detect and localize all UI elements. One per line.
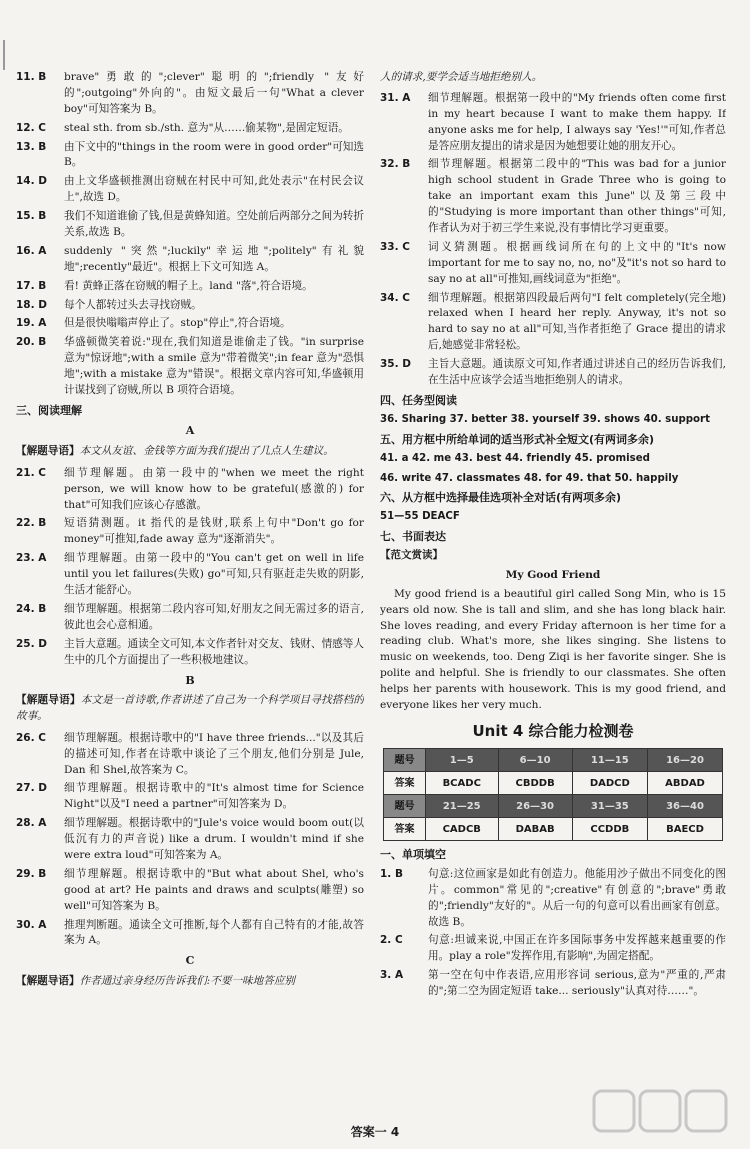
answer-number: 30. A: [16, 918, 47, 931]
passage-a-label: A: [185, 424, 195, 438]
answer-explanation: 词义猜测题。根据画线词所在句的上文中的"It's now important for me to say no, no, no"及"it's not so hard to say no at all"可推知,画线词意为"拒绝"。: [428, 240, 726, 285]
answer-number: 28. A: [16, 817, 47, 830]
answer-explanation: 句意:这位画家是如此有创造力。他能用沙子做出不同变化的图片。common"常见的";creative"有创意的";brave"勇敢的";friendly"友好的"。从后一句的句意可以看出画家有创意。故选 B。: [428, 867, 726, 928]
answer-number: 18. D: [16, 298, 47, 311]
answer-number: 33. C: [380, 240, 410, 253]
table-header-row: [384, 795, 723, 818]
model-essay-label: 【范文赏读】: [380, 549, 443, 562]
table-header-row: [384, 749, 723, 772]
answer-number: 29. B: [16, 867, 47, 880]
answer-item: [16, 816, 364, 864]
answer-item: [16, 918, 364, 950]
table-cell: 21—25: [425, 795, 498, 818]
guide-label: 【解题导语】: [16, 444, 80, 457]
table-cell: 16—20: [648, 749, 723, 772]
task-reading-answers: 36. Sharing 37. better 38. yourself 39. shows 40. support: [380, 414, 710, 426]
table-cell: 26—30: [498, 795, 572, 818]
answer-item: [16, 516, 364, 548]
passage-b-answers: [16, 731, 364, 950]
answer-item: [16, 335, 364, 399]
table-cell: BAECD: [648, 818, 723, 841]
answer-number: 26. C: [16, 731, 46, 744]
table-cell: 36—40: [648, 795, 723, 818]
single-choice-answers: [380, 867, 726, 1000]
answer-number: 25. D: [16, 637, 47, 650]
answer-item: [380, 291, 726, 355]
answer-item: [16, 70, 364, 118]
table-cell: 11—15: [572, 749, 647, 772]
answer-number: 13. B: [16, 140, 47, 153]
guide-c-text: 作者通过亲身经历告诉我们:不要一味地答应别: [79, 974, 296, 987]
table-cell: 答案: [384, 772, 426, 795]
table-cell: CCDDB: [572, 818, 647, 841]
word-fill-answers-2: 46. write 47. classmates 48. for 49. that 50. happily: [380, 472, 679, 484]
answer-item: [380, 933, 726, 965]
table-row: [384, 818, 723, 841]
answer-item: [16, 121, 364, 137]
answer-explanation: 由上文华盛顿推测出窃贼在村民中可知,此处表示"在村民会议上",故选 D。: [64, 175, 364, 204]
answer-item: [16, 279, 364, 295]
section-reading-heading: 三、阅读理解: [16, 403, 82, 417]
page-footer: 答案一 4: [350, 1125, 400, 1139]
answer-number: 20. B: [16, 336, 47, 349]
answer-item: [380, 91, 726, 155]
answer-number: 14. D: [16, 175, 47, 188]
margin-mark: [3, 40, 5, 70]
answer-number: 23. A: [16, 552, 47, 565]
answer-item: [16, 551, 364, 599]
answer-explanation: 每个人都转过头去寻找窃贼。: [64, 298, 202, 311]
answer-item: [16, 466, 364, 514]
answer-item: [16, 298, 364, 314]
answer-explanation: 看! 黄蜂正落在窃贼的帽子上。land "落",符合语境。: [64, 279, 313, 292]
cloze-answers: [16, 70, 364, 399]
answer-explanation: 细节理解题。根据诗歌中的"Jule's voice would boom out(以低沉有力的声音说) like a drum. I wouldn't mind if she were extra loud"可知答案为 A。: [64, 817, 364, 862]
table-cell: 题号: [384, 749, 426, 772]
essay-body: My good friend is a beautiful girl called Song Min, who is 15 years old now. She is tall and slim, and she has long black hair. She loves reading, and every Friday afternoon is her time for a reading club. What's more, she likes singing. She listens to music on weekends, too. Deng Ziqi is her favorite singer. She is polite and helpful. She is friendly to our classmates. She often helps her parents with housework. This is my good friend, and everyone likes her very much.: [380, 587, 726, 711]
answer-explanation: 主旨大意题。通读全文可知,本文作者针对交友、钱财、情感等人生中的几个方面提出了一些积极地建议。: [64, 637, 364, 666]
answer-item: [380, 157, 726, 236]
answer-number: 1. B: [380, 867, 403, 880]
answer-explanation: 细节理解题。根据第二段中的"This was bad for a junior high school student in Grade Three who is going to take an important exam this June"以及第三段中的"Studying is more important than other things"可知,作者认为对于初三学生来说,没有事情比学习更重要。: [428, 158, 726, 235]
answer-explanation: 细节理解题。根据诗歌中的"But what about Shel, who's good at art? He paints and draws and sculpts(雕塑) so well"可知答案为 B。: [64, 867, 364, 912]
answer-explanation: 细节理解题。根据诗歌中的"I have three friends..."以及其后的描述可知,作者在诗歌中谈论了三个朋友,他们分别是 Jule, Dan 和 Shel,故答案为 C。: [64, 731, 364, 776]
answer-number: 27. D: [16, 782, 47, 795]
section-single-choice-heading: 一、单项填空: [380, 848, 446, 862]
answer-number: 17. B: [16, 279, 47, 292]
answer-item: [16, 316, 364, 332]
answer-item: [380, 867, 726, 931]
answer-number: 16. A: [16, 244, 47, 257]
answer-number: 31. A: [380, 91, 411, 104]
answer-explanation: 我们不知道谁偷了钱,但是黄蜂知道。空处前后两部分之间为转折关系,故选 B。: [64, 210, 364, 239]
answer-explanation: 短语猜测题。it 指代的是钱财,联系上句中"Don't go for money"可推知,fade away 意为"逐渐消失"。: [64, 517, 364, 546]
answer-number: 2. C: [380, 934, 403, 947]
answer-number: 35. D: [380, 358, 411, 371]
answer-number: 32. B: [380, 158, 411, 171]
table-cell: 31—35: [572, 795, 647, 818]
answer-explanation: suddenly "突然";luckily"幸运地";politely"有礼貌地";recently"最近"。根据上下文可知选 A。: [64, 244, 364, 273]
guide-label: 【解题导语】: [16, 694, 81, 706]
answer-number: 12. C: [16, 121, 46, 134]
answer-number: 19. A: [16, 317, 47, 330]
answer-number: 15. B: [16, 210, 47, 223]
unit-title: Unit 4 综合能力检测卷: [472, 721, 634, 740]
answer-item: [16, 174, 364, 206]
table-cell: DADCD: [572, 772, 647, 795]
passage-a-answers: [16, 466, 364, 669]
answer-item: [380, 357, 726, 389]
table-cell: 题号: [384, 795, 426, 818]
guide-a: [16, 444, 364, 460]
answer-number: 34. C: [380, 291, 410, 304]
table-cell: CBDDB: [498, 772, 572, 795]
section-word-fill-heading: 五、用方框中所给单词的适当形式补全短文(有两词多余): [380, 432, 655, 446]
answer-explanation: 由下文中的"things in the room were in good order"可知选 B。: [64, 140, 364, 169]
answer-explanation: 细节理解题。根据第二段内容可知,好朋友之间无需过多的语言,彼此也会心意相通。: [64, 602, 364, 631]
answer-explanation: steal sth. from sb./sth. 意为"从……偷某物",是固定短语。: [64, 121, 349, 134]
answer-explanation: 细节理解题。由第一段中的"when we meet the right person, we will know how to be grateful(感激的) for that"可知我们应该心存感激。: [64, 466, 364, 511]
answer-item: [16, 781, 364, 813]
answer-explanation: 细节理解题。根据第四段最后两句"I felt completely(完全地) relaxed when I heard her reply. Anyway, it's not so hard to say no at all"可知,当作者拒绝了 Grace 提出的请求后,她感觉非常轻松。: [428, 291, 726, 352]
section-dialogue-heading: 六、从方框中选择最佳选项补全对话(有两项多余): [380, 490, 622, 504]
answer-explanation: 细节理解题。由第一段中的"You can't get on well in life until you let failures(失败) go"可知,只有驱赶走失败的阴影,生活才能舒心。: [64, 552, 364, 597]
answer-item: [16, 209, 364, 241]
table-cell: BCADC: [425, 772, 498, 795]
table-cell: CADCB: [425, 818, 498, 841]
answer-explanation: brave"勇敢的";clever"聪明的";friendly "友好的";outgoing"外向的"。由短文最后一句"What a clever boy"可知答案为 B。: [64, 71, 364, 115]
answer-item: [380, 968, 726, 1000]
answer-item: [16, 867, 364, 915]
section-task-reading-heading: 四、任务型阅读: [380, 393, 457, 407]
answer-item: [16, 602, 364, 634]
answer-explanation: 但是很快嗡嗡声停止了。stop"停止",符合语境。: [64, 317, 291, 330]
guide-a-text: 本文从友谊、金钱等方面为我们提出了几点人生建议。: [79, 444, 334, 457]
passage-c-label: C: [185, 954, 195, 968]
table-cell: 答案: [384, 818, 426, 841]
guide-b: [16, 693, 364, 725]
answer-explanation: 句意:坦诚来说,中国正在许多国际事务中发挥越来越重要的作用。play a role"发挥作用,有影响",为固定搭配。: [428, 934, 726, 963]
guide-label: 【解题导语】: [16, 974, 80, 987]
passage-c-answers: [380, 91, 726, 389]
table-cell: DABAB: [498, 818, 572, 841]
essay-title: My Good Friend: [505, 568, 601, 581]
answer-item: [16, 731, 364, 779]
answer-explanation: 细节理解题。根据第一段中的"My friends often come first in my heart because I want to make them happy. If anyone asks me for help, I always say 'Yes!'"可知,作者总是答应朋友提出的请求是因为她想要让她的朋友开心。: [428, 91, 726, 152]
answer-explanation: 第一空在句中作表语,应用形容词 serious,意为"严重的,严肃的";第二空为固定短语 take... seriously"认真对待……"。: [428, 969, 726, 998]
answer-number: 22. B: [16, 517, 47, 530]
answer-explanation: 华盛顿微笑着说:"现在,我们知道是谁偷走了钱。"in surprise 意为"惊讶地";with a smile 意为"带着微笑";in fear 意为"恐惧地";with a mistake 意为"错误"。根据文章内容可知,华盛顿用计谋找到了窃贼,所以 B 项符合语境。: [64, 336, 364, 397]
answer-number: 21. C: [16, 466, 46, 479]
guide-c-continued: 人的请求,要学会适当地拒绝别人。: [380, 71, 543, 83]
answer-number: 11. B: [16, 71, 47, 83]
answer-item: [16, 244, 364, 276]
answer-item: [16, 140, 364, 172]
table-row: [384, 772, 723, 795]
left-column: [16, 70, 364, 1120]
right-column: [380, 70, 726, 1120]
answer-key-table: [383, 748, 723, 841]
answer-item: [16, 637, 364, 669]
word-fill-answers-1: 41. a 42. me 43. best 44. friendly 45. promised: [380, 453, 650, 465]
answer-explanation: 主旨大意题。通读原文可知,作者通过讲述自己的经历告诉我们,在生活中应该学会适当地拒绝别人的请求。: [428, 358, 726, 387]
guide-b-text: 本文是一首诗歌,作者讲述了自己为一个科学项目寻找搭档的故事。: [16, 694, 364, 722]
section-writing-heading: 七、书面表达: [380, 529, 446, 543]
table-cell: 1—5: [425, 749, 498, 772]
answer-number: 24. B: [16, 602, 47, 615]
dialogue-answers: 51—55 DEACF: [380, 511, 460, 523]
guide-c: [16, 974, 364, 990]
answer-explanation: 推理判断题。通读全文可推断,每个人都有自己特有的才能,故答案为 A。: [64, 918, 364, 947]
answer-item: [380, 240, 726, 288]
answer-explanation: 细节理解题。根据诗歌中的"It's almost time for Science Night"以及"I need a partner"可知答案为 D。: [64, 782, 364, 811]
answer-number: 3. A: [380, 969, 404, 982]
passage-b-label: B: [185, 673, 195, 687]
table-cell: 6—10: [498, 749, 572, 772]
table-cell: ABDAD: [648, 772, 723, 795]
